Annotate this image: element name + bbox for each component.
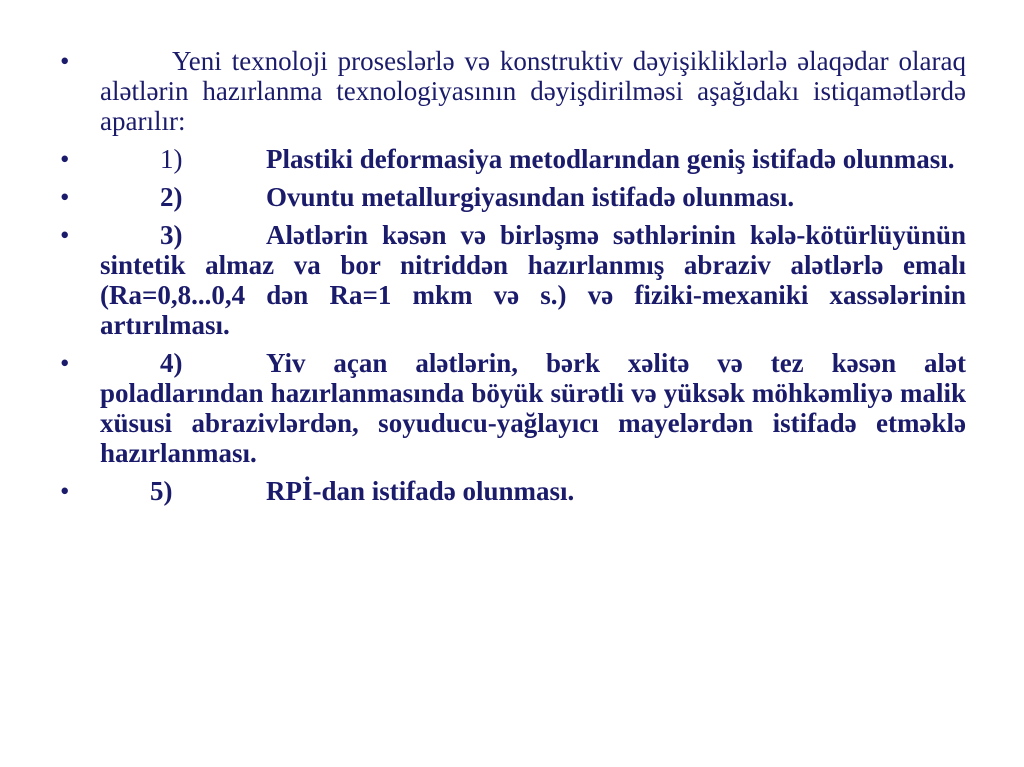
list-item-3: [60, 220, 966, 340]
list-item-5: [60, 476, 966, 506]
list-item-number: 3): [160, 220, 183, 250]
list-item-text: RPİ-dan istifadə olunması.: [266, 476, 575, 506]
list-item-1: [60, 144, 966, 174]
list-item-2: [60, 182, 966, 212]
bullet-icon: •: [60, 144, 70, 174]
list-item-text: Ovuntu metallurgiyasından istifadə olunması.: [266, 182, 795, 212]
list-item-text: Yeni texnoloji proseslərlə və konstruktiv dəyişikliklərlə əlaqədar olaraq alətlərin hazırlanma texnologiyasının dəyişdirilməsi aşağıdakı istiqamətlərdə aparılır:: [100, 46, 966, 136]
list-item-number: 4): [160, 348, 183, 378]
list-item-number: 2): [160, 182, 183, 212]
list-item-text: Yiv açan alətlərin, bərk xəlitə və tez kəsən alət poladlarından hazırlanmasında böyük sürətli və yüksək möhkəmliyə malik xüsusi abrazivlərdən, soyuducu-yağlayıcı mayelərdən istifadə etməklə hazırlanması.: [100, 348, 966, 468]
list-item-text: Plastiki deformasiya metodlarından geniş istifadə olunması.: [266, 144, 955, 174]
list-item-number: 5): [150, 476, 173, 506]
bullet-icon: •: [60, 348, 70, 378]
bullet-icon: •: [60, 220, 70, 250]
bullet-icon: •: [60, 476, 70, 506]
bullet-icon: •: [60, 46, 70, 76]
list-item-text: Alətlərin kəsən və birləşmə səthlərinin kələ-kötürlüyünün sintetik almaz va bor nitriddən hazırlanmış abraziv alətlərlə emalı (Ra=0,8...0,4 dən Ra=1 mkm və s.) və fiziki-mexaniki xassələrinin artırılması.: [100, 220, 966, 340]
list-item-number: 1): [160, 144, 183, 174]
list-item-intro: [60, 46, 966, 136]
list-item-4: [60, 348, 966, 468]
bullet-icon: •: [60, 182, 70, 212]
